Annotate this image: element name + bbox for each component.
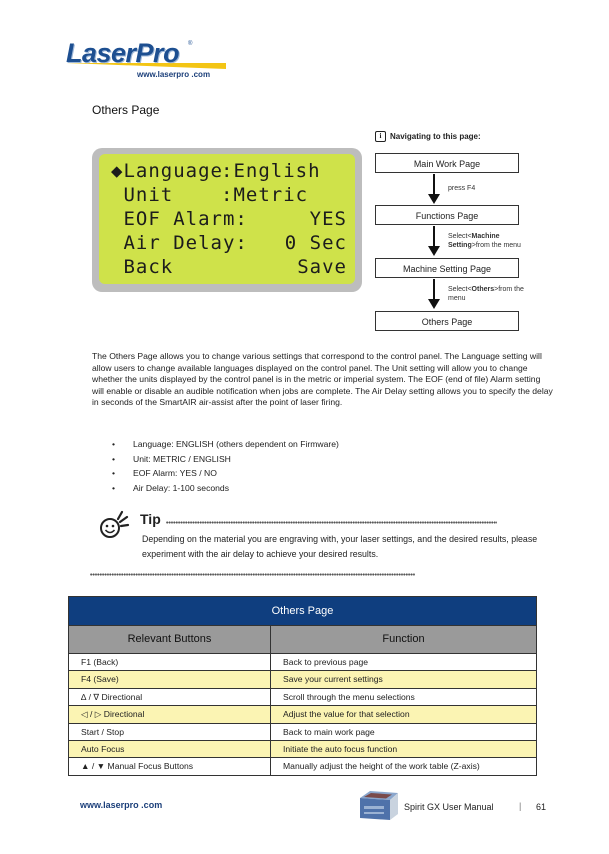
logo-url: www.laserpro .com [137,70,211,79]
table-row [69,741,536,758]
info-icon: i [375,131,386,142]
lcd-value: 0 Sec [284,232,347,254]
cell-button: Auto Focus [69,741,271,757]
list-item: • Language: ENGLISH (others dependent on Firmware) [112,437,339,452]
cell-function: Save your current settings [283,674,383,685]
list-item: • Unit: METRIC / ENGLISH [112,452,339,467]
cell-function: Scroll through the menu selections [283,691,415,702]
column-header-buttons: Relevant Buttons [69,626,271,653]
column-header-function: Function [382,633,425,645]
lcd-row-air-delay [111,232,347,254]
logo-registered-mark: ® [188,41,193,47]
flow-arrow-down-icon [428,174,440,204]
list-item: • Air Delay: 1-100 seconds [112,481,339,496]
navigation-heading [375,131,481,142]
footer-manual-title: Spirit GX User Manual [404,802,494,812]
others-page-table [68,596,537,776]
flow-step-functions-page: Functions Page [375,205,519,225]
lcd-label: Unit [111,184,174,206]
flow-note: press F4 [448,185,476,192]
cell-function: Back to previous page [283,657,369,667]
flow-step-main-work-page: Main Work Page [375,153,519,173]
lcd-value: :English [221,160,321,182]
smiley-icon [98,509,130,541]
table-row [69,671,536,688]
footer-separator: | [519,801,522,811]
list-item: • EOF Alarm: YES / NO [112,466,339,481]
table-row [69,758,536,774]
table-header-row [69,626,536,654]
cell-button: ▲ / ▼ Manual Focus Buttons [69,758,271,774]
cell-function: Adjust the value for that selection [283,709,410,720]
flow-note: Select<Others>from the menu [448,286,524,302]
lcd-row-unit [111,184,347,206]
page-number: 61 [536,802,547,812]
lcd-row-back-save [111,256,347,278]
cell-function: Initiate the auto focus function [283,743,398,754]
cell-button: ◁ / ▷ Directional [69,706,271,722]
table-row [69,689,536,706]
flow-note: Select<Machine Setting>from the menu [448,233,521,249]
table-title: Others Page [69,597,536,626]
laserpro-logo [62,38,232,83]
footer-url: www.laserpro .com [80,800,163,810]
cell-button: ∆ / ∇ Directional [69,689,271,705]
body-paragraph: The Others Page allows you to change various settings that correspond to the control panel. The Language setting will allow users to change available languages displayed on the control panel. The Unit setting will allow you to change whether the units displayed by the control panel is in the metric or imperial system. The EOF (end of file) Alarm setting will enable or disable an audible notification when jobs are complete. The Air Delay setting allows you to specify the delay in seconds of the SmartAIR air-assist after the point of laser firing. [92,351,553,408]
lcd-screen [99,154,355,284]
lcd-value: :Metric [221,184,309,206]
table-row [69,724,536,741]
lcd-label: Air Delay: [111,232,248,254]
lcd-label: Back [111,256,174,278]
flow-arrow-down-icon [428,279,440,311]
laser-machine-image [356,788,400,824]
cell-button: F4 (Save) [69,671,271,687]
logo-wordmark: LaserPro [66,38,180,68]
options-list [112,437,339,495]
flow-step-machine-setting-page: Machine Setting Page [375,258,519,278]
section-dotted-rule [90,573,415,577]
tip-text: Depending on the material you are engraving with, your laser settings, and the desired results, please experiment with the air delay to achieve your desired results. [142,534,538,559]
flow-arrow-down-icon [428,226,440,258]
section-title: Others Page [92,103,160,117]
lcd-label: ◆Language [111,160,223,182]
navigation-heading-text: Navigating to this page: [390,132,481,141]
flow-step-others-page: Others Page [375,311,519,331]
tip-title: Tip [140,511,161,527]
cell-function: Manually adjust the height of the work table (Z-axis) [283,761,480,772]
lcd-value: YES [309,208,347,230]
lcd-value: Save [297,256,347,278]
lcd-row-language [111,160,347,182]
cell-button: F1 (Back) [69,654,271,670]
table-row [69,654,536,671]
table-row [69,706,536,723]
lcd-label: EOF Alarm: [111,208,248,230]
lcd-row-eof-alarm [111,208,347,230]
cell-function: Back to main work page [283,726,375,737]
tip-dotted-rule [166,521,497,525]
cell-button: Start / Stop [69,724,271,740]
